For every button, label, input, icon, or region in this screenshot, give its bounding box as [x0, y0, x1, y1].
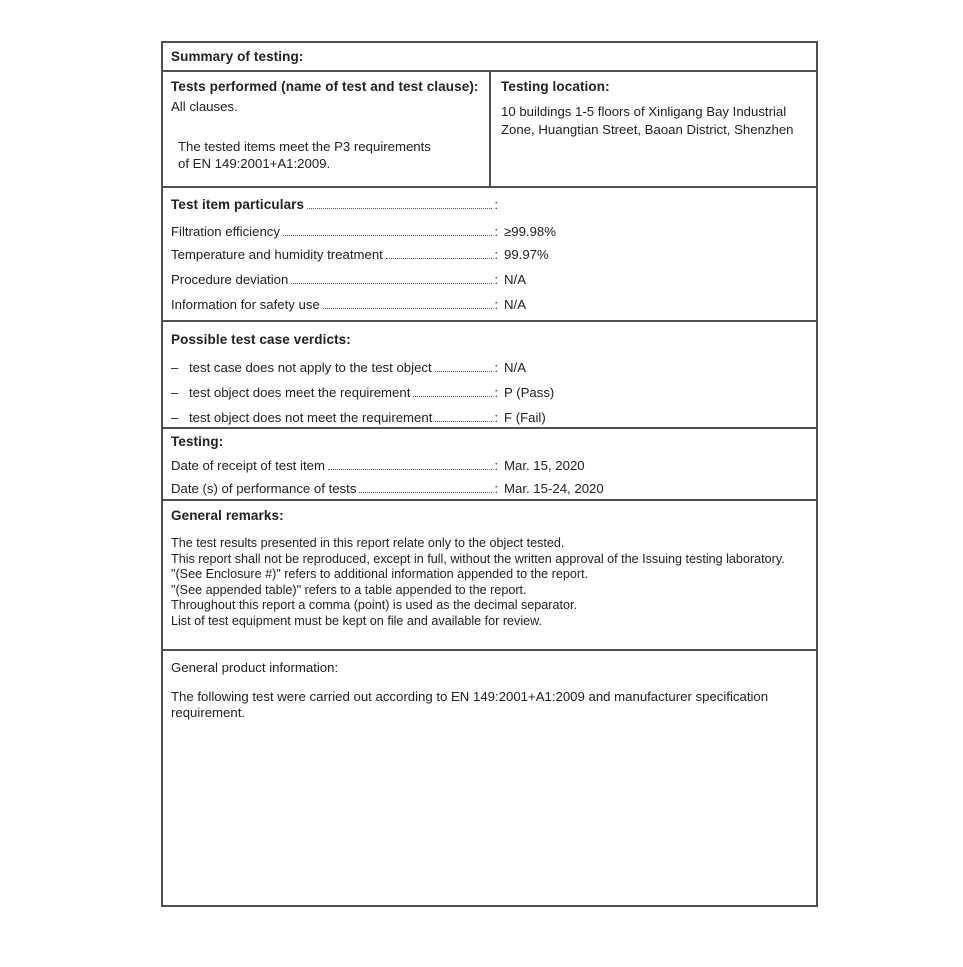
testing-row — [171, 458, 808, 473]
section-summary-of-testing — [163, 43, 816, 70]
particulars-row-label: Procedure deviation — [171, 272, 289, 287]
testing-row — [171, 481, 808, 496]
testing-location-address — [501, 103, 806, 139]
leader-colon: : — [494, 197, 498, 212]
particulars-row — [171, 224, 808, 239]
section-test-item-particulars — [163, 186, 816, 320]
testing-location-cell — [491, 72, 816, 186]
particulars-row-value: N/A — [504, 272, 526, 287]
particulars-row — [171, 297, 808, 312]
leader-colon: : — [494, 247, 498, 262]
tests-performed-title: Tests performed (name of test and test clause): — [171, 79, 479, 94]
particulars-row-label: Information for safety use — [171, 297, 320, 312]
testing-row-label: Date (s) of performance of tests — [171, 481, 357, 496]
remarks-title: General remarks: — [171, 508, 284, 523]
leader-colon: : — [494, 385, 498, 400]
section-possible-test-case-verdicts — [163, 320, 816, 427]
testing-location-title: Testing location: — [501, 79, 610, 94]
particulars-title: Test item particulars — [171, 197, 305, 212]
dotted-leader — [413, 394, 492, 397]
dotted-leader — [359, 490, 492, 493]
verdict-row — [171, 360, 808, 375]
leader-colon: : — [494, 360, 498, 375]
tests-performed-body: All clauses. — [171, 99, 238, 114]
particulars-row-value: N/A — [504, 297, 526, 312]
dash-bullet: – — [171, 410, 179, 425]
note-line: of EN 149:2001+A1:2009. — [178, 156, 331, 171]
leader-colon: : — [494, 297, 498, 312]
section-general-product-information — [163, 649, 816, 905]
verdict-row — [171, 385, 808, 400]
particulars-row — [171, 247, 808, 262]
dotted-leader — [435, 369, 493, 372]
test-report-table — [161, 41, 818, 907]
verdict-row-value: P (Pass) — [504, 385, 555, 400]
remarks-paragraph — [171, 536, 808, 630]
summary-title: Summary of testing: — [171, 49, 304, 64]
leader-colon: : — [494, 481, 498, 496]
leader-colon: : — [494, 458, 498, 473]
product-info-body: The following test were carried out according to EN 149:2001+A1:2009 and manufacturer specification requirement. — [171, 689, 769, 720]
leader-colon: : — [494, 410, 498, 425]
dotted-leader — [435, 419, 492, 422]
note-line: The tested items meet the P3 requirements — [178, 139, 431, 154]
address-line: 10 buildings 1-5 floors of Xinligang Bay Industrial — [501, 104, 787, 119]
remarks-line: Throughout this report a comma (point) is used as the decimal separator. — [171, 598, 578, 613]
leader-colon: : — [494, 272, 498, 287]
address-line: Zone, Huangtian Street, Baoan District, Shenzhen — [501, 122, 794, 137]
dash-bullet: – — [171, 360, 179, 375]
testing-row-value: Mar. 15-24, 2020 — [504, 481, 604, 496]
dotted-leader — [323, 306, 493, 309]
dotted-leader — [307, 206, 492, 209]
testing-row-label: Date of receipt of test item — [171, 458, 325, 473]
verdict-row — [171, 410, 808, 425]
section-testing — [163, 427, 816, 499]
dotted-leader — [283, 233, 492, 236]
remarks-line: "(See appended table)" refers to a table appended to the report. — [171, 582, 527, 597]
verdict-row-value: N/A — [504, 360, 526, 375]
remarks-line: The test results presented in this report relate only to the object tested. — [171, 536, 565, 550]
verdict-row-value: F (Fail) — [504, 410, 546, 425]
tests-performed-note — [171, 138, 481, 172]
particulars-row-value: ≥99.98% — [504, 224, 556, 239]
verdict-row-label: test object does meet the requirement — [189, 385, 411, 400]
remarks-line: List of test equipment must be kept on file and available for review. — [171, 613, 543, 628]
dash-bullet: – — [171, 385, 179, 400]
particulars-title-left — [171, 197, 498, 212]
dotted-leader — [291, 281, 492, 284]
verdict-row-label: test object does not meet the requirement — [189, 410, 433, 425]
dotted-leader — [386, 256, 492, 259]
product-info-title: General product information: — [171, 660, 339, 675]
particulars-title-row — [171, 197, 808, 212]
remarks-line: "(See Enclosure #)" refers to additional information appended to the report. — [171, 567, 589, 582]
section-tests-performed — [163, 70, 816, 186]
leader-colon: : — [494, 224, 498, 239]
remarks-line: This report shall not be reproduced, except in full, without the written approval of the Issuing testing laboratory. — [171, 551, 785, 566]
dotted-leader — [328, 467, 492, 470]
section-general-remarks — [163, 499, 816, 649]
verdicts-title: Possible test case verdicts: — [171, 332, 351, 347]
tests-performed-cell — [163, 72, 491, 186]
particulars-row-value: 99.97% — [504, 247, 549, 262]
particulars-row — [171, 272, 808, 287]
testing-title: Testing: — [171, 434, 224, 449]
verdict-row-label: test case does not apply to the test object — [189, 360, 432, 375]
particulars-row-label: Temperature and humidity treatment — [171, 247, 383, 262]
testing-row-value: Mar. 15, 2020 — [504, 458, 585, 473]
particulars-row-label: Filtration efficiency — [171, 224, 280, 239]
